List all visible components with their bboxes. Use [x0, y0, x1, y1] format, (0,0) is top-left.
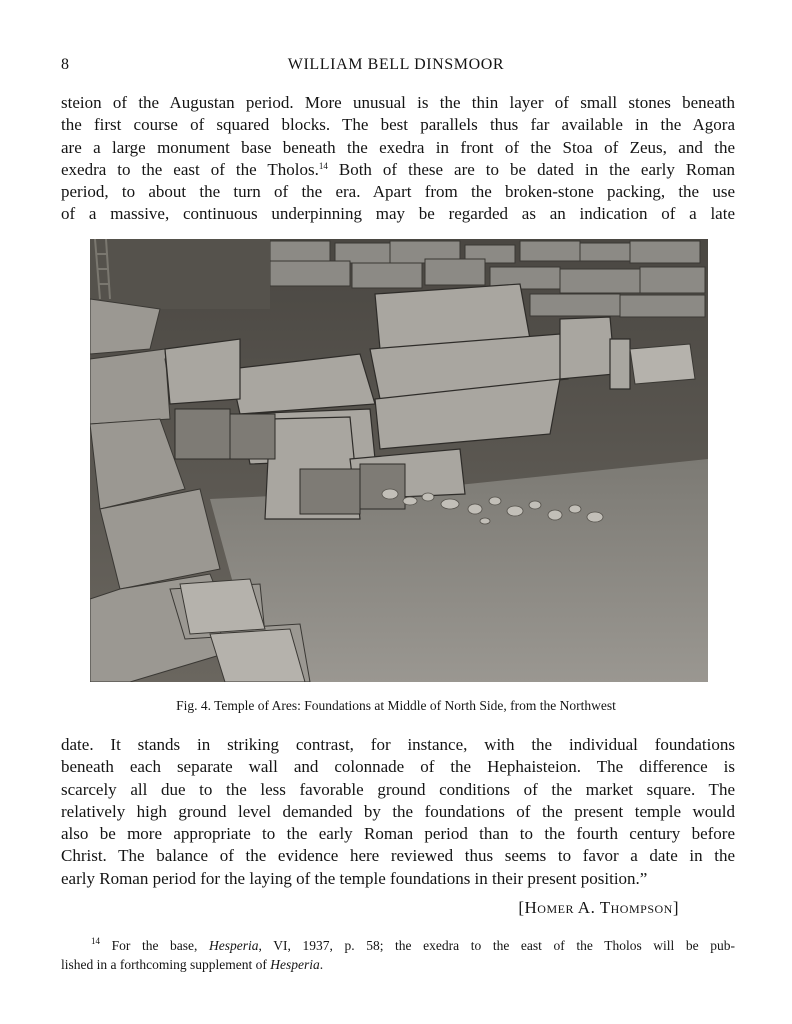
- author-signature: [518, 898, 679, 918]
- text-line: beneath each separate wall and colonnade of the Hephaisteion. The difference is: [61, 757, 735, 777]
- foundation-photo-illustration: [90, 239, 708, 682]
- text-fragment: exedra to the east of the Tholos.: [61, 159, 319, 179]
- text-line-with-footnote-ref: [61, 159, 735, 181]
- footnote-ref[interactable]: 14: [318, 160, 328, 171]
- journal-title: Hesperia: [209, 938, 259, 953]
- text-line: period, to about the turn of the era. Apart from the broken-stone packing, the use: [61, 182, 735, 202]
- running-title: WILLIAM BELL DINSMOOR: [287, 56, 505, 73]
- top-paragraph: [61, 92, 735, 226]
- bracket-close: ]: [672, 898, 679, 917]
- text-line: are a large monument base beneath the exedra in front of the Stoa of Zeus, and the: [61, 137, 735, 157]
- text-line: Christ. The balance of the evidence here reviewed thus seems to favor a date in the: [61, 846, 735, 866]
- footnote-text: , VI, 1937, p. 58; the exedra to the east of the Tholos will be pub-: [258, 938, 736, 953]
- figure-photograph: [90, 239, 708, 682]
- bottom-paragraph: [61, 734, 735, 890]
- text-line: of a massive, continuous underpinning may be regarded as an indication of a late: [61, 204, 735, 224]
- page-number: 8: [61, 56, 69, 73]
- author-name: Homer A. Thompson: [524, 898, 673, 917]
- text-line: early Roman period for the laying of the temple foundations in their present position.”: [61, 868, 648, 888]
- text-line: also be more appropriate to the early Roman period than to the fourth century before: [61, 824, 735, 844]
- journal-title: Hesperia: [270, 957, 320, 972]
- footnote-text: .: [319, 957, 324, 972]
- footnote-text: lished in a forthcoming supplement of: [61, 957, 271, 972]
- footnote-line: [61, 955, 735, 974]
- text-line: the first course of squared blocks. The best parallels thus far available in the Agora: [61, 115, 735, 135]
- text-line: steion of the Augustan period. More unusual is the thin layer of small stones beneath: [61, 93, 735, 112]
- text-line: relatively high ground level demanded by the foundations of the present temple would: [61, 801, 735, 821]
- footnote-text: For the base,: [100, 938, 210, 953]
- text-line: scarcely all due to the less favorable ground conditions of the market square. The: [61, 779, 735, 799]
- footnote-number: 14: [91, 936, 100, 946]
- footnote: [61, 936, 735, 974]
- footnote-line: [61, 936, 735, 955]
- text-fragment: Both of these are to be dated in the early Roman: [327, 159, 735, 179]
- text-line: date. It stands in striking contrast, for instance, with the individual foundations: [61, 735, 735, 754]
- bracket-open: [: [518, 898, 525, 917]
- figure-caption: Fig. 4. Temple of Ares: Foundations at Middle of North Side, from the Northwest: [176, 698, 616, 713]
